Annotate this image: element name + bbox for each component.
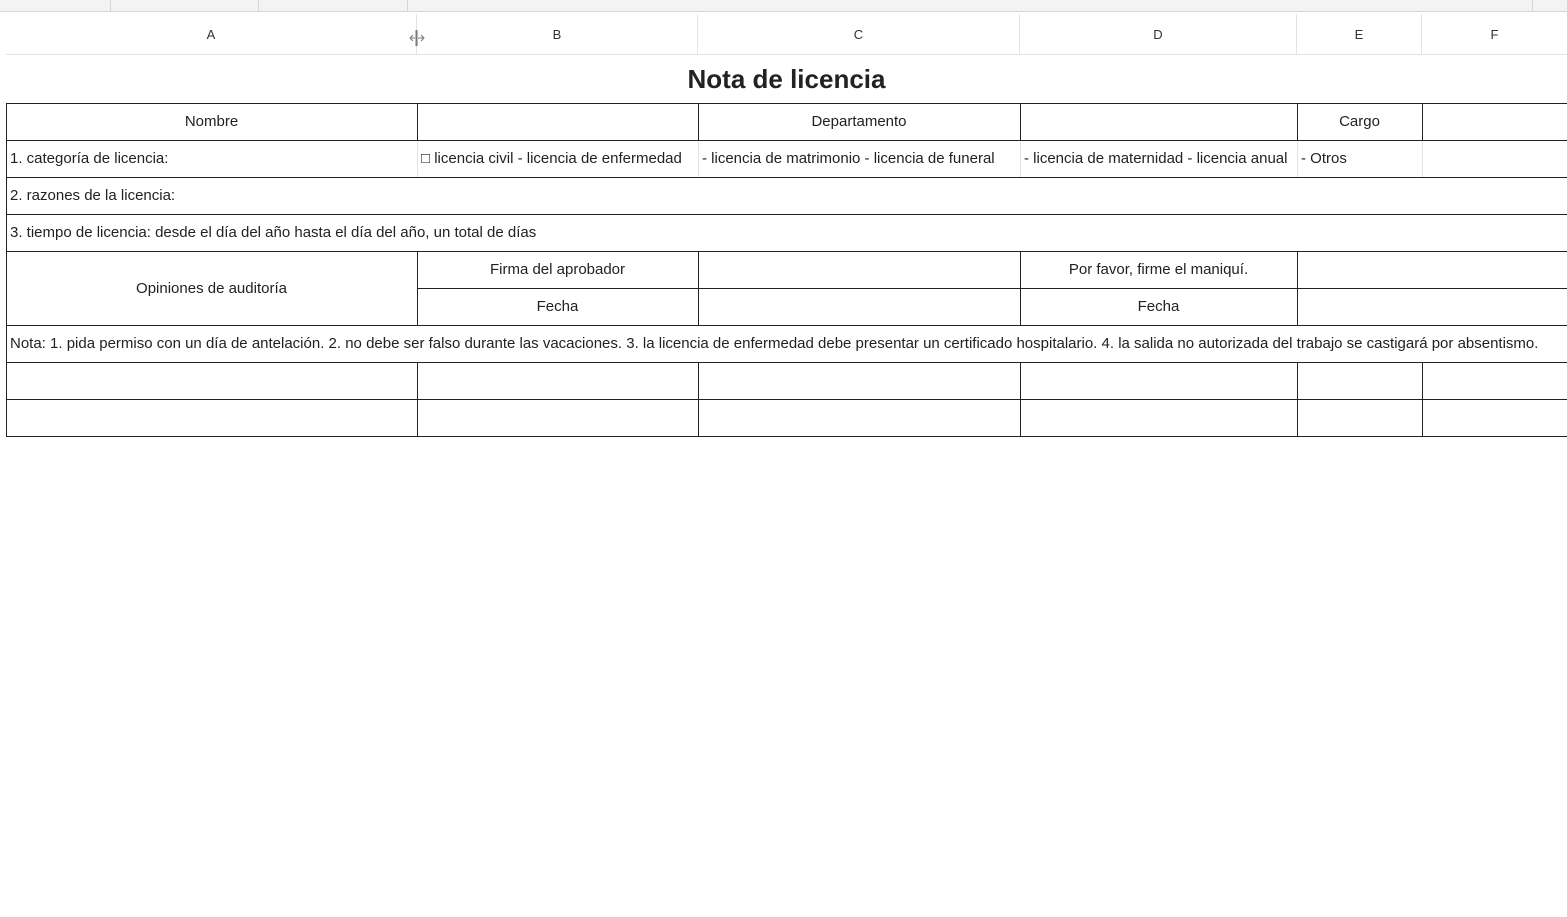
cell-dummy-signature-label[interactable]: Por favor, firme el maniquí. xyxy=(1068,261,1249,278)
cell-empty-e2[interactable] xyxy=(1297,399,1422,436)
cell-category-option-d[interactable]: - licencia de maternidad - licencia anual xyxy=(1024,150,1288,167)
border-v-name-3 xyxy=(1020,103,1021,140)
border-row-8 xyxy=(6,362,1567,363)
cell-empty-c1[interactable] xyxy=(698,362,1020,399)
border-row-3 xyxy=(6,177,1567,178)
border-v-cat-5 xyxy=(1422,141,1423,177)
cell-category-option-f[interactable] xyxy=(1422,140,1567,177)
cell-empty-e1[interactable] xyxy=(1297,362,1422,399)
toolbar-strip xyxy=(0,0,1567,12)
toolbar-slot-1[interactable] xyxy=(0,0,111,12)
cell-approver-signature-value[interactable] xyxy=(698,251,1020,288)
border-v-name-1 xyxy=(417,103,418,140)
border-v-empty-2 xyxy=(698,362,699,436)
border-v-empty-1 xyxy=(417,362,418,436)
cell-date-left-label[interactable]: Fecha xyxy=(536,298,579,315)
border-v-cat-1 xyxy=(417,141,418,177)
cell-name-label[interactable]: Nombre xyxy=(184,113,239,130)
cell-empty-a2[interactable] xyxy=(6,399,417,436)
cell-audit-label[interactable]: Opiniones de auditoría xyxy=(136,279,287,297)
cell-category-option-c[interactable]: - licencia de matrimonio - licencia de funeral xyxy=(702,150,995,167)
cell-approver-signature-label[interactable]: Firma del aprobador xyxy=(489,261,626,278)
cell-empty-f1[interactable] xyxy=(1422,362,1567,399)
border-v-cat-4 xyxy=(1297,141,1298,177)
column-header-row xyxy=(6,14,1567,55)
column-header-e[interactable]: E xyxy=(1297,14,1422,55)
border-row-1 xyxy=(6,103,1567,104)
column-header-c[interactable]: C xyxy=(698,14,1020,55)
cell-position-value[interactable] xyxy=(1422,103,1567,140)
border-v-cat-2 xyxy=(698,141,699,177)
border-row-7 xyxy=(6,325,1567,326)
cell-time-label[interactable]: 3. tiempo de licencia: desde el día del año hasta el día del año, un total de días xyxy=(10,224,537,241)
border-v-empty-5 xyxy=(1422,362,1423,436)
border-row-9 xyxy=(6,399,1567,400)
cell-department-value[interactable] xyxy=(1020,103,1297,140)
cell-date-right-label[interactable]: Fecha xyxy=(1137,298,1180,315)
border-row-10 xyxy=(6,436,1567,437)
cell-category-label[interactable]: 1. categoría de licencia: xyxy=(10,150,169,167)
border-v-name-5 xyxy=(1422,103,1423,140)
border-v-audit-3 xyxy=(1020,251,1021,325)
border-v-name-2 xyxy=(698,103,699,140)
cell-category-option-e[interactable]: - Otros xyxy=(1301,150,1347,167)
cell-dummy-signature-value[interactable] xyxy=(1297,251,1567,288)
border-v-audit-2 xyxy=(698,251,699,325)
column-resize-icon[interactable] xyxy=(408,29,426,47)
border-row-6 xyxy=(417,288,1567,289)
toolbar-slot-3[interactable] xyxy=(259,0,408,12)
toolbar-slot-2[interactable] xyxy=(111,0,259,12)
border-v-empty-4 xyxy=(1297,362,1298,436)
cell-position-label[interactable]: Cargo xyxy=(1339,113,1380,130)
cell-empty-c2[interactable] xyxy=(698,399,1020,436)
cell-reasons-label[interactable]: 2. razones de la licencia: xyxy=(10,187,176,204)
column-header-f[interactable]: F xyxy=(1490,27,1499,42)
toolbar-slot-4[interactable] xyxy=(408,0,1533,12)
border-col-left xyxy=(6,103,7,437)
cell-note[interactable]: Nota: 1. pida permiso con un día de antelación. 2. no debe ser falso durante las vacaciones. 3. la licencia de enfermedad debe presentar un certificado hospitalario. 4. la salida no autorizada del trabajo se castigará por absentismo. xyxy=(10,335,1539,352)
cell-date-right-value[interactable] xyxy=(1297,288,1567,325)
border-row-5 xyxy=(6,251,1567,252)
cell-empty-b2[interactable] xyxy=(417,399,698,436)
border-v-cat-3 xyxy=(1020,141,1021,177)
border-v-name-4 xyxy=(1297,103,1298,140)
cell-category-option-b[interactable]: □ licencia civil - licencia de enfermedad xyxy=(421,150,682,167)
border-v-empty-3 xyxy=(1020,362,1021,436)
cell-date-left-value[interactable] xyxy=(698,288,1020,325)
border-row-4 xyxy=(6,214,1567,215)
border-v-audit-4 xyxy=(1297,251,1298,325)
column-header-b[interactable]: B xyxy=(417,14,698,55)
border-v-audit-1 xyxy=(417,251,418,325)
cell-empty-a1[interactable] xyxy=(6,362,417,399)
sheet-title[interactable]: Nota de licencia xyxy=(687,63,886,94)
cell-department-label[interactable]: Departamento xyxy=(811,113,907,130)
cell-empty-f2[interactable] xyxy=(1422,399,1567,436)
cell-empty-d2[interactable] xyxy=(1020,399,1297,436)
column-header-a[interactable]: A xyxy=(6,14,417,55)
cell-empty-b1[interactable] xyxy=(417,362,698,399)
cell-empty-d1[interactable] xyxy=(1020,362,1297,399)
column-header-d[interactable]: D xyxy=(1020,14,1297,55)
border-row-2 xyxy=(6,140,1567,141)
cell-name-value[interactable] xyxy=(417,103,698,140)
